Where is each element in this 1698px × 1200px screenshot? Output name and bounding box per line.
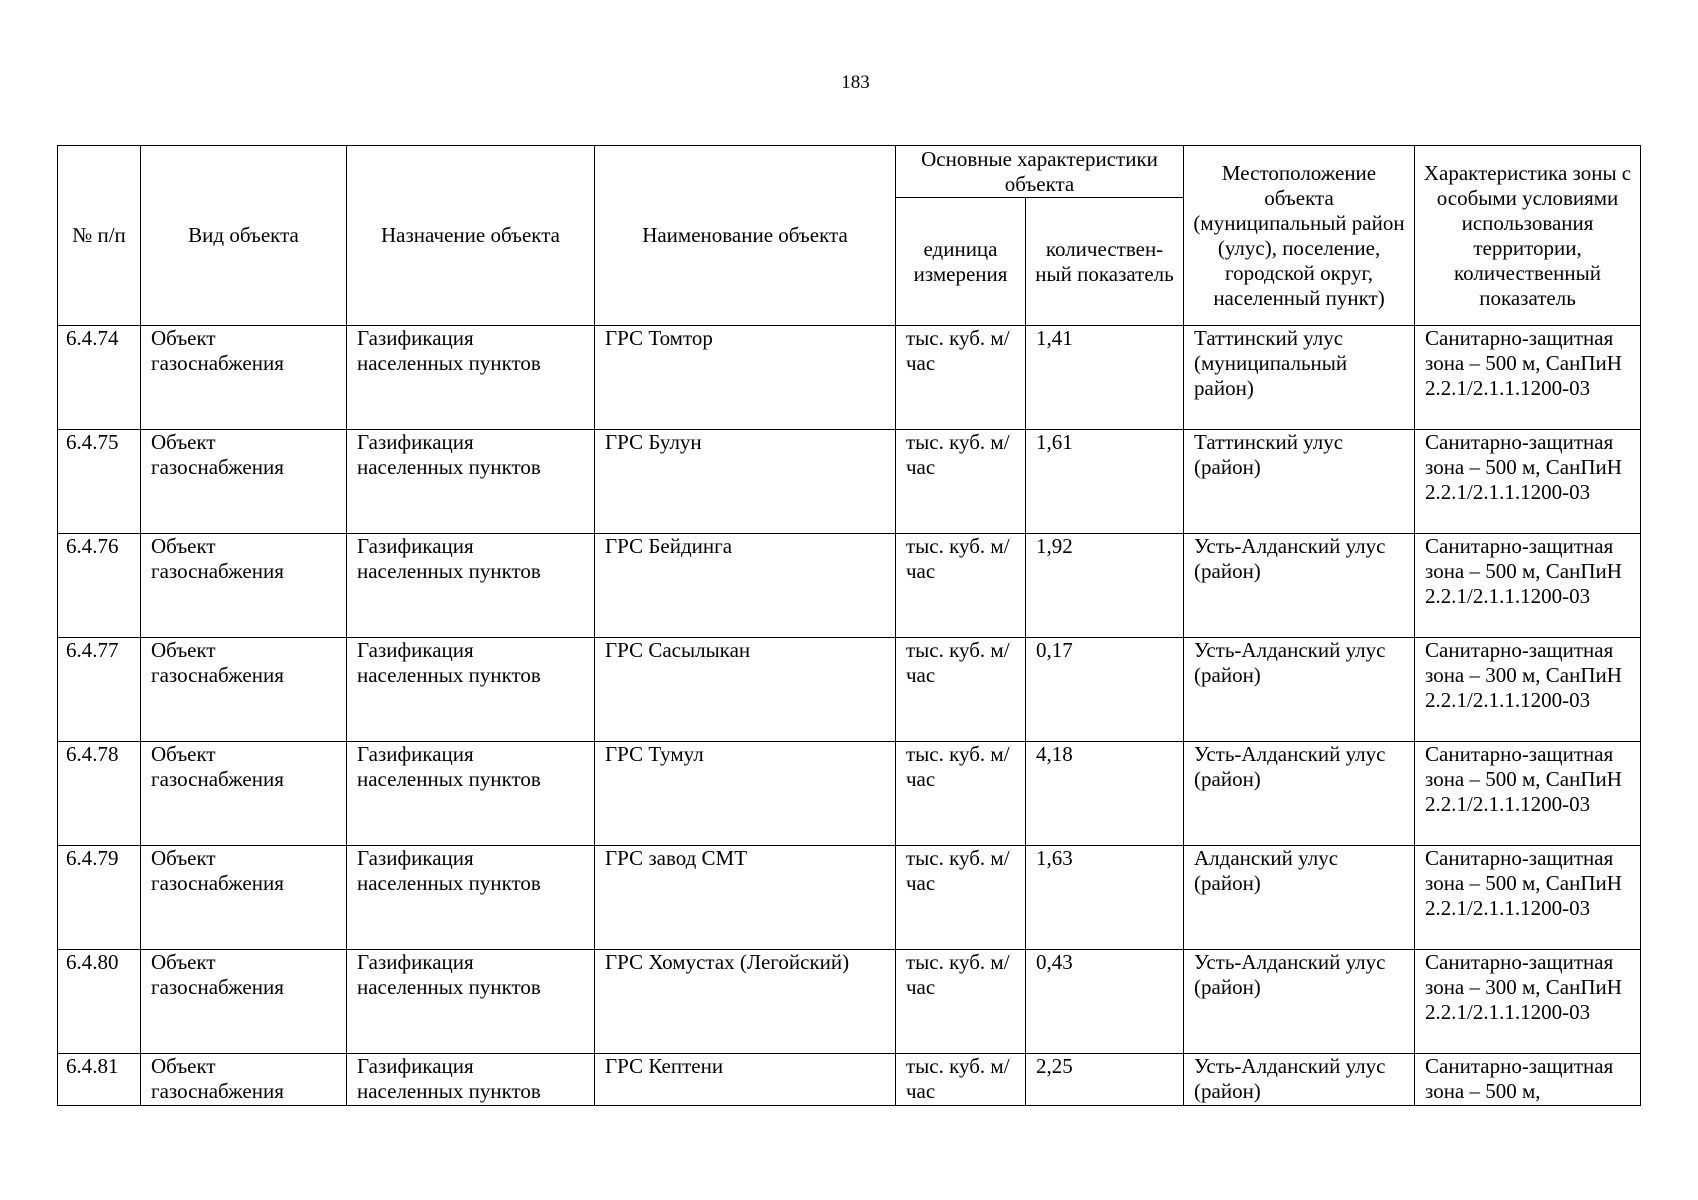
cell-location: Таттинский улус (муниципальный район) — [1184, 326, 1415, 430]
cell-num: 6.4.76 — [58, 534, 141, 638]
cell-type: Объект газоснабжения — [141, 430, 347, 534]
cell-unit: тыс. куб. м/час — [896, 846, 1026, 950]
cell-type: Объект газоснабжения — [141, 742, 347, 846]
cell-zone: Санитарно-защитная зона – 300 м, СанПиН 2.2.1/2.1.1.1200-03 — [1415, 950, 1641, 1054]
cell-quantity: 0,43 — [1026, 950, 1184, 1054]
cell-num: 6.4.81 — [58, 1054, 141, 1106]
header-quantity: количествен-ный показатель — [1026, 198, 1184, 326]
cell-purpose: Газификация населенных пунктов — [347, 326, 595, 430]
cell-num: 6.4.75 — [58, 430, 141, 534]
table-row — [58, 326, 1641, 430]
cell-purpose: Газификация населенных пунктов — [347, 742, 595, 846]
objects-table — [57, 145, 1641, 1106]
table-row — [58, 430, 1641, 534]
page-number: 183 — [841, 72, 870, 93]
cell-location: Таттинский улус (район) — [1184, 430, 1415, 534]
cell-num: 6.4.77 — [58, 638, 141, 742]
table-row — [58, 742, 1641, 846]
cell-quantity: 2,25 — [1026, 1054, 1184, 1106]
cell-purpose: Газификация населенных пунктов — [347, 1054, 595, 1106]
cell-zone: Санитарно-защитная зона – 500 м, СанПиН 2.2.1/2.1.1.1200-03 — [1415, 742, 1641, 846]
cell-type: Объект газоснабжения — [141, 1054, 347, 1106]
table-body — [58, 326, 1641, 1106]
cell-name: ГРС Бейдинга — [595, 534, 896, 638]
cell-zone: Санитарно-защитная зона – 500 м, СанПиН 2.2.1/2.1.1.1200-03 — [1415, 534, 1641, 638]
cell-num: 6.4.74 — [58, 326, 141, 430]
cell-quantity: 1,61 — [1026, 430, 1184, 534]
header-name: Наименование объекта — [595, 146, 896, 326]
cell-location: Усть-Алданский улус (район) — [1184, 638, 1415, 742]
cell-type: Объект газоснабжения — [141, 950, 347, 1054]
cell-zone: Санитарно-защитная зона – 500 м, СанПиН 2.2.1/2.1.1.1200-03 — [1415, 326, 1641, 430]
header-num: № п/п — [58, 146, 141, 326]
cell-purpose: Газификация населенных пунктов — [347, 846, 595, 950]
cell-zone: Санитарно-защитная зона – 300 м, СанПиН 2.2.1/2.1.1.1200-03 — [1415, 638, 1641, 742]
cell-purpose: Газификация населенных пунктов — [347, 950, 595, 1054]
cell-type: Объект газоснабжения — [141, 534, 347, 638]
cell-unit: тыс. куб. м/час — [896, 1054, 1026, 1106]
cell-num: 6.4.80 — [58, 950, 141, 1054]
cell-quantity: 0,17 — [1026, 638, 1184, 742]
cell-zone: Санитарно-защитная зона – 500 м, — [1415, 1054, 1641, 1106]
table-row — [58, 846, 1641, 950]
header-location: Местоположение объекта (муниципальный район (улус), поселение, городской округ, населенный пункт) — [1184, 146, 1415, 326]
cell-name: ГРС Тумул — [595, 742, 896, 846]
table-row — [58, 534, 1641, 638]
cell-quantity: 4,18 — [1026, 742, 1184, 846]
cell-unit: тыс. куб. м/час — [896, 326, 1026, 430]
cell-zone: Санитарно-защитная зона – 500 м, СанПиН 2.2.1/2.1.1.1200-03 — [1415, 430, 1641, 534]
cell-unit: тыс. куб. м/час — [896, 950, 1026, 1054]
cell-name: ГРС Булун — [595, 430, 896, 534]
cell-num: 6.4.79 — [58, 846, 141, 950]
cell-name: ГРС Хомустах (Легойский) — [595, 950, 896, 1054]
cell-location: Усть-Алданский улус (район) — [1184, 534, 1415, 638]
cell-type: Объект газоснабжения — [141, 846, 347, 950]
table-row — [58, 950, 1641, 1054]
table-row — [58, 638, 1641, 742]
cell-name: ГРС завод СМТ — [595, 846, 896, 950]
cell-type: Объект газоснабжения — [141, 326, 347, 430]
cell-purpose: Газификация населенных пунктов — [347, 430, 595, 534]
cell-unit: тыс. куб. м/час — [896, 430, 1026, 534]
cell-name: ГРС Томтор — [595, 326, 896, 430]
cell-unit: тыс. куб. м/час — [896, 638, 1026, 742]
cell-unit: тыс. куб. м/час — [896, 534, 1026, 638]
table-row — [58, 1054, 1641, 1106]
cell-type: Объект газоснабжения — [141, 638, 347, 742]
header-zone: Характеристика зоны с особыми условиями использования территории, количественный показатель — [1415, 146, 1641, 326]
cell-name: ГРС Сасылыкан — [595, 638, 896, 742]
table-header — [58, 146, 1641, 326]
cell-num: 6.4.78 — [58, 742, 141, 846]
cell-location: Усть-Алданский улус (район) — [1184, 950, 1415, 1054]
header-purpose: Назначение объекта — [347, 146, 595, 326]
cell-zone: Санитарно-защитная зона – 500 м, СанПиН 2.2.1/2.1.1.1200-03 — [1415, 846, 1641, 950]
cell-location: Алданский улус (район) — [1184, 846, 1415, 950]
cell-quantity: 1,63 — [1026, 846, 1184, 950]
cell-location: Усть-Алданский улус (район) — [1184, 742, 1415, 846]
header-characteristics: Основные характеристики объекта — [896, 146, 1184, 198]
cell-quantity: 1,41 — [1026, 326, 1184, 430]
cell-purpose: Газификация населенных пунктов — [347, 638, 595, 742]
cell-location: Усть-Алданский улус (район) — [1184, 1054, 1415, 1106]
cell-unit: тыс. куб. м/час — [896, 742, 1026, 846]
cell-name: ГРС Кептени — [595, 1054, 896, 1106]
cell-quantity: 1,92 — [1026, 534, 1184, 638]
cell-purpose: Газификация населенных пунктов — [347, 534, 595, 638]
header-type: Вид объекта — [141, 146, 347, 326]
header-unit: единица измерения — [896, 198, 1026, 326]
